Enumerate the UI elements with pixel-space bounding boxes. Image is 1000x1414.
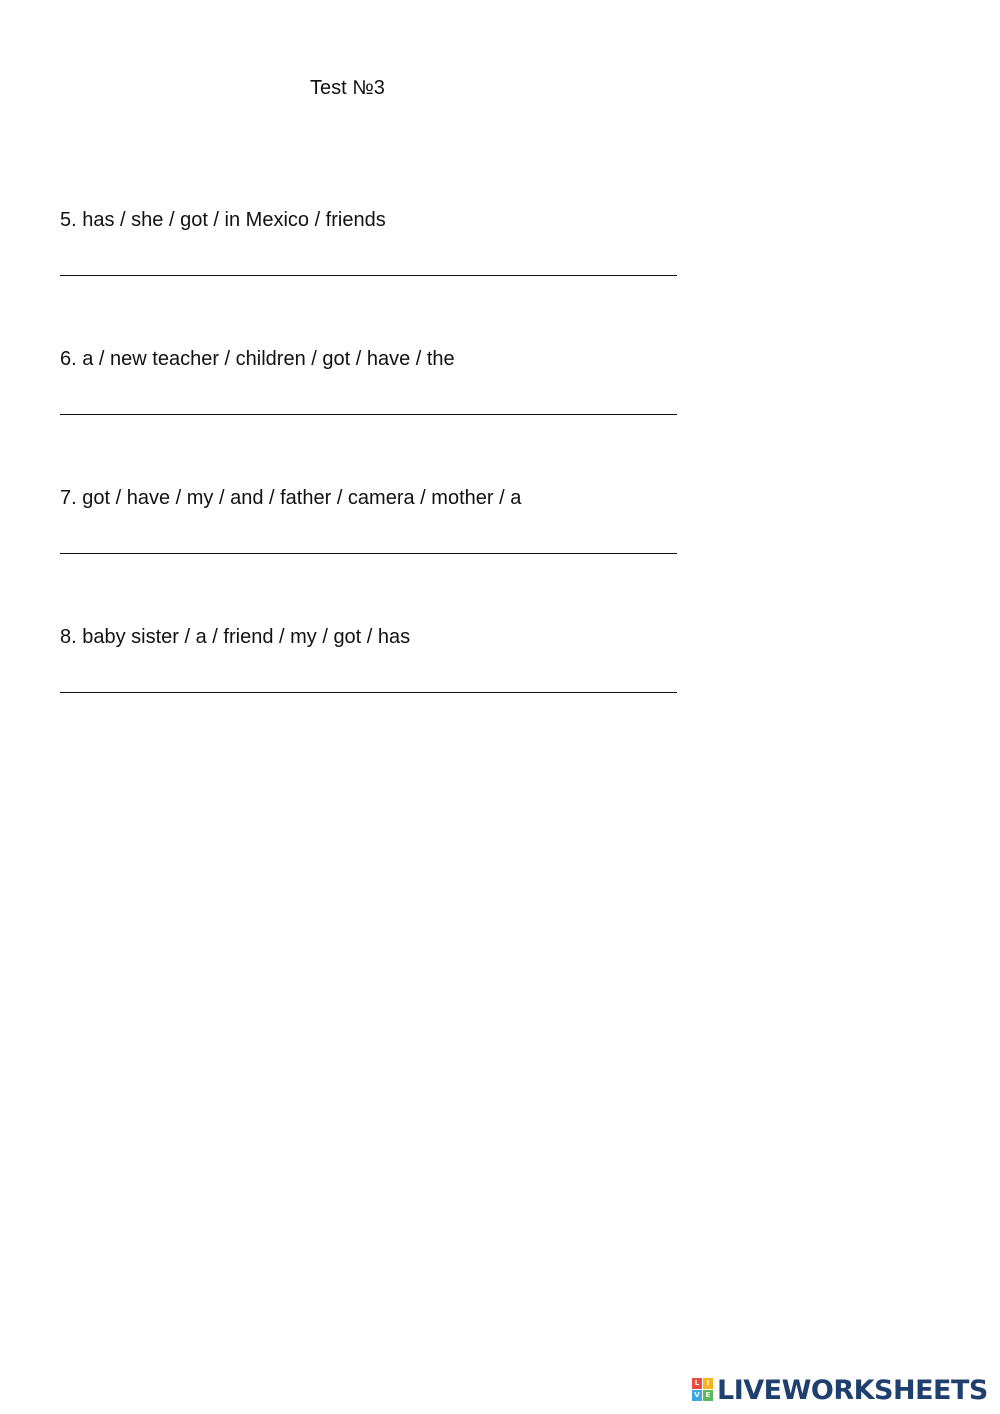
exercise-prompt: 8. baby sister / a / friend / my / got / has <box>60 626 411 648</box>
exercise-item-5 <box>60 208 680 232</box>
answer-line[interactable] <box>60 553 677 554</box>
exercise-prompt: 6. a / new teacher / children / got / have / the <box>60 348 455 370</box>
answer-line[interactable] <box>60 692 677 693</box>
liveworksheets-brand: LIVEWORKSHEETS <box>717 1374 988 1406</box>
exercise-prompt: 5. has / she / got / in Mexico / friends <box>60 209 386 231</box>
exercise-item-6 <box>60 347 680 371</box>
exercise-item-8 <box>60 625 680 649</box>
answer-line[interactable] <box>60 275 677 276</box>
exercise-item-7 <box>60 486 680 510</box>
liveworksheets-logo <box>692 1374 988 1406</box>
answer-line[interactable] <box>60 414 677 415</box>
page-title: Test №3 <box>310 77 385 99</box>
exercise-prompt: 7. got / have / my / and / father / camera / mother / a <box>60 487 522 509</box>
liveworksheets-mark-icon: L I V E <box>692 1378 714 1402</box>
